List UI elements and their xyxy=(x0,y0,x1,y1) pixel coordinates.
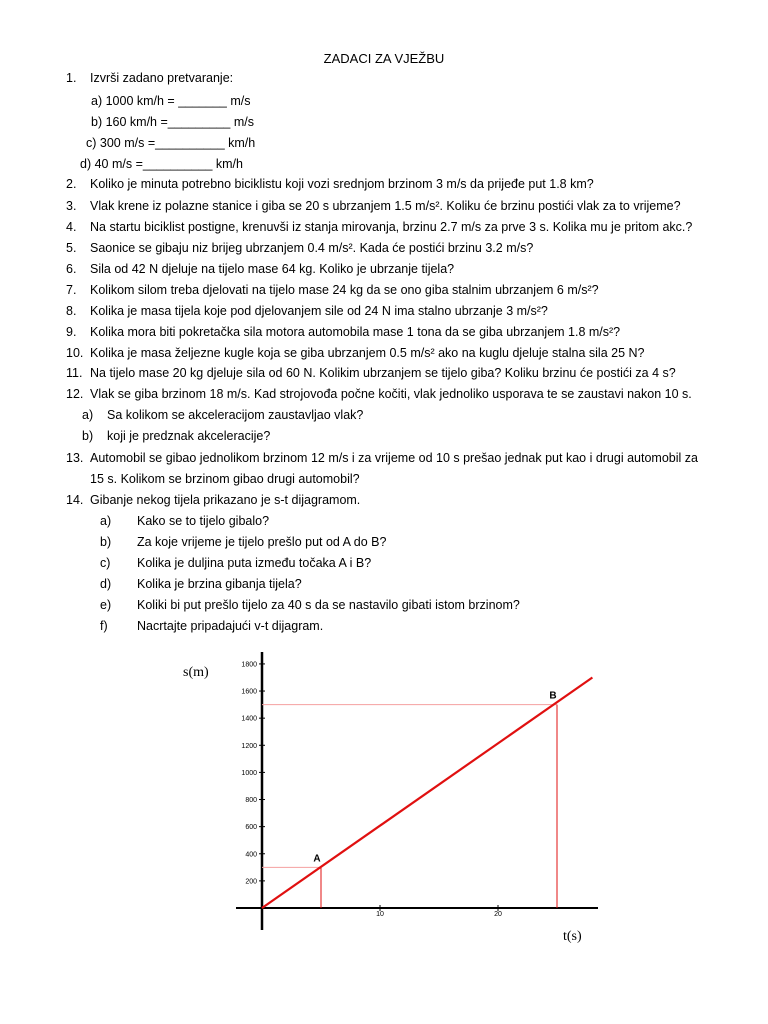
item-label: b) xyxy=(100,535,112,549)
series-line xyxy=(262,677,592,908)
y-tick-label: 1800 xyxy=(241,661,257,669)
item-text: koji je predznak akceleracije? xyxy=(107,429,271,443)
task-number: 13. xyxy=(66,451,84,465)
y-tick-label: 800 xyxy=(245,797,257,805)
y-tick-label: 200 xyxy=(245,878,257,886)
item-text: Kolika je duljina puta između točaka A i B? xyxy=(137,556,372,570)
y-tick-label: 1200 xyxy=(241,742,257,750)
item-label: a) xyxy=(100,514,112,528)
x-axis-label: t(s) xyxy=(563,929,582,944)
task-text: Na startu biciklist postigne, krenuvši iz stanja mirovanja, brzinu 2.7 m/s za prve 3 s. Kolika mu je pritom akc.? xyxy=(90,220,693,234)
task-number: 5. xyxy=(66,241,77,255)
task-number: 4. xyxy=(66,220,77,234)
task-number: 9. xyxy=(66,325,77,339)
page-title: ZADACI ZA VJEŽBU xyxy=(323,51,445,66)
x-tick-label: 10 xyxy=(376,911,384,918)
task-text: Kolikom silom treba djelovati na tijelo mase 24 kg da se ono giba stalnim ubrzanjem 6 m/s²? xyxy=(90,283,599,297)
task-number: 7. xyxy=(66,283,77,297)
task-number: 14. xyxy=(66,493,84,507)
task-1-item-a: a) 1000 km/h = _______ m/s xyxy=(91,94,251,108)
task-number: 2. xyxy=(66,177,77,191)
y-tick-label: 400 xyxy=(245,851,257,859)
task-number: 8. xyxy=(66,304,77,318)
task-text: Kolika mora biti pokretačka sila motora automobila mase 1 tona da se giba ubrzanjem 1.8 m/s²? xyxy=(90,325,621,339)
task-text: Saonice se gibaju niz brijeg ubrzanjem 0.4 m/s². Kada će postići brzinu 3.2 m/s? xyxy=(90,241,534,255)
item-label: f) xyxy=(100,619,108,633)
task-number: 11. xyxy=(66,366,83,380)
task-1-item-b: b) 160 km/h =_________ m/s xyxy=(91,115,254,129)
task-1-item-c: c) 300 m/s =__________ km/h xyxy=(86,136,256,150)
task-text: Kolika je masa željezne kugle koja se giba ubrzanjem 0.5 m/s² ako na kuglu djeluje stalna sila 25 N? xyxy=(90,346,645,360)
item-text: Sa kolikom se akceleracijom zaustavljao vlak? xyxy=(107,408,364,422)
y-axis-label: s(m) xyxy=(183,665,209,680)
task-number: 12. xyxy=(66,387,84,401)
item-label: d) xyxy=(100,577,112,591)
item-text: Kako se to tijelo gibalo? xyxy=(137,514,270,528)
task-text: Izvrši zadano pretvaranje: xyxy=(90,71,234,85)
task-text: Koliko je minuta potrebno biciklistu koji vozi srednjom brzinom 3 m/s da prijeđe put 1.8 km? xyxy=(90,177,594,191)
task-text: Kolika je masa tijela koje pod djelovanjem sile od 24 N ima stalno ubrzanje 3 m/s²? xyxy=(90,304,548,318)
task-number: 10. xyxy=(66,346,84,360)
task-text: Vlak se giba brzinom 18 m/s. Kad strojovođa počne kočiti, vlak jednoliko usporava te se zaustavi nakon 10 s. xyxy=(90,387,692,401)
point-label-A: A xyxy=(313,853,321,865)
y-tick-label: 1600 xyxy=(241,688,257,696)
item-label: b) xyxy=(82,429,94,443)
item-text: Za koje vrijeme je tijelo prešlo put od A do B? xyxy=(137,535,387,549)
y-tick-label: 1000 xyxy=(241,769,257,777)
task-number: 1. xyxy=(66,71,77,85)
task-text: Sila od 42 N djeluje na tijelo mase 64 kg. Koliko je ubrzanje tijela? xyxy=(90,262,455,276)
item-label: e) xyxy=(100,598,112,612)
item-label: c) xyxy=(100,556,111,570)
item-text: Nacrtajte pripadajući v-t dijagram. xyxy=(137,619,324,633)
item-text: Koliki bi put prešlo tijelo za 40 s da se nastavilo gibati istom brzinom? xyxy=(137,598,520,612)
task-text: Automobil se gibao jednolikom brzinom 12 m/s i za vrijeme od 10 s prešao jednak put kao i drugi automobil za xyxy=(90,451,698,465)
x-tick-label: 20 xyxy=(494,911,502,918)
y-tick-label: 600 xyxy=(245,824,257,832)
task-number: 6. xyxy=(66,262,77,276)
item-text: Kolika je brzina gibanja tijela? xyxy=(137,577,302,591)
task-13-line-2: 15 s. Kolikom se brzinom gibao drugi automobil? xyxy=(90,472,360,486)
task-text: Gibanje nekog tijela prikazano je s-t dijagramom. xyxy=(90,493,361,507)
y-tick-label: 1400 xyxy=(241,715,257,723)
task-1-item-d: d) 40 m/s =__________ km/h xyxy=(80,157,243,171)
task-text: Na tijelo mase 20 kg djeluje sila od 60 N. Kolikim ubrzanjem se tijelo giba? Koliku brzinu će postići za 4 s? xyxy=(90,366,676,380)
task-text: Vlak krene iz polazne stanice i giba se 20 s ubrzanjem 1.5 m/s². Koliku će brzinu postići vlak za to vrijeme? xyxy=(90,199,681,213)
task-number: 3. xyxy=(66,199,77,213)
item-label: a) xyxy=(82,408,94,422)
point-label-B: B xyxy=(549,690,557,702)
